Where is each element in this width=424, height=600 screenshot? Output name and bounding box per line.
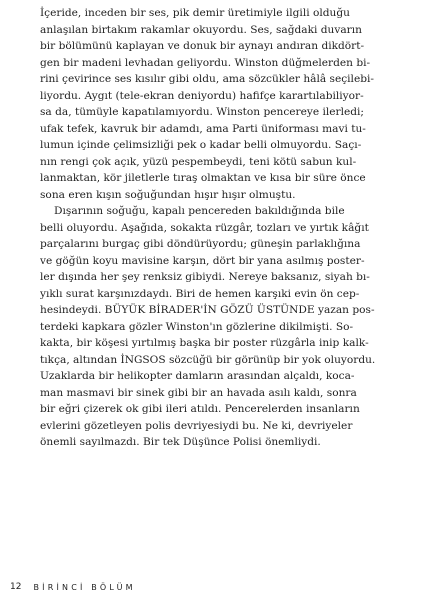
text-line: nın rengi çok açık, yüzü pespembeydi, teni kötü sabun kul- [40, 155, 357, 168]
chapter-title: BİRİNCİ BÖLÜM [33, 582, 136, 592]
text-line: rini çevirince ses kısılır gibi oldu, ama sözcükler hâlâ seçilebi- [40, 73, 374, 85]
text-line: belli oluyordu. Aşağıda, sokakta rüzgâr, tozları ve yırtık kâğıt [40, 221, 369, 234]
text-line: sona eren kışın soğuğundan hışır hışır olmuştu. [40, 188, 296, 201]
text-line: liyordu. Aygıt (tele-ekran deniyordu) hafifçe karartılabiliyor- [40, 89, 364, 102]
text-line: parçalarını burgaç gibi döndürüyordu; güneşin parlaklığına [40, 238, 361, 250]
text-line: ufak tefek, kavruk bir adamdı, ama Parti üniforması mavi tu- [40, 122, 366, 135]
text-line: bir bölümünü kaplayan ve donuk bir aynayı andıran dikdört- [40, 40, 365, 52]
text-line: lumun içinde çelimsizliği pek o kadar belli olmuyordu. Saçı- [40, 139, 362, 151]
text-line: evlerini gözetleyen polis devriyesiydi bu. Ne ki, devriyeler [40, 419, 353, 432]
page-footer [10, 580, 136, 594]
body-text [40, 5, 412, 451]
text-line: tıkça, altından İNGSOS sözcüğü bir görünüp bir yok oluyordu. [40, 353, 376, 366]
text-line: gen bir madeni levhadan geliyordu. Winston düğmelerden bi- [40, 56, 371, 69]
text-line: lanmaktan, kör jiletlerle tıraş olmaktan ve kısa bir süre önce [40, 172, 366, 184]
text-line: Dışarının soğuğu, kapalı pencereden bakıldığında bile [54, 205, 345, 217]
text-line: yıklı surat karşınızdaydı. Biri de hemen karşıki evin ön cep- [40, 287, 360, 300]
text-line: ler dışında her şey renksiz gibiydi. Nereye baksanız, siyah bı- [40, 271, 370, 283]
text-line: ve göğün koyu mavisine karşın, dört bir yana asılmış poster- [40, 254, 365, 267]
text-line: kakta, bir köşesi yırtılmış başka bir poster rüzgârla inip kalk- [40, 337, 369, 349]
text-line: önemli sayılmazdı. Bir tek Düşünce Polisi önemliydi. [40, 436, 321, 448]
text-line: bir eğri çizerek ok gibi ileri atıldı. Pencerelerden insanların [40, 403, 360, 415]
page-number: 12 [10, 582, 22, 592]
text-line: terdeki kapkara gözler Winston'ın gözlerine dikilmişti. So- [40, 320, 354, 333]
text-line: man masmavi bir sinek gibi bir an havada asılı kaldı, sonra [40, 386, 357, 399]
text-line: anlaşılan birtakım rakamlar okuyordu. Ses, sağdaki duvarın [40, 23, 362, 36]
text-line: İçeride, inceden bir ses, pik demir üretimiyle ilgili olduğu [40, 7, 350, 19]
text-line: hesindeydi. BÜYÜK BİRADER'İN GÖZÜ ÜSTÜNDE yazan pos- [40, 304, 375, 316]
text-line: Uzaklarda bir helikopter damların arasından alçaldı, koca- [40, 370, 355, 382]
text-line: sa da, tümüyle kapatılamıyordu. Winston pencereye ilerledi; [40, 106, 365, 118]
